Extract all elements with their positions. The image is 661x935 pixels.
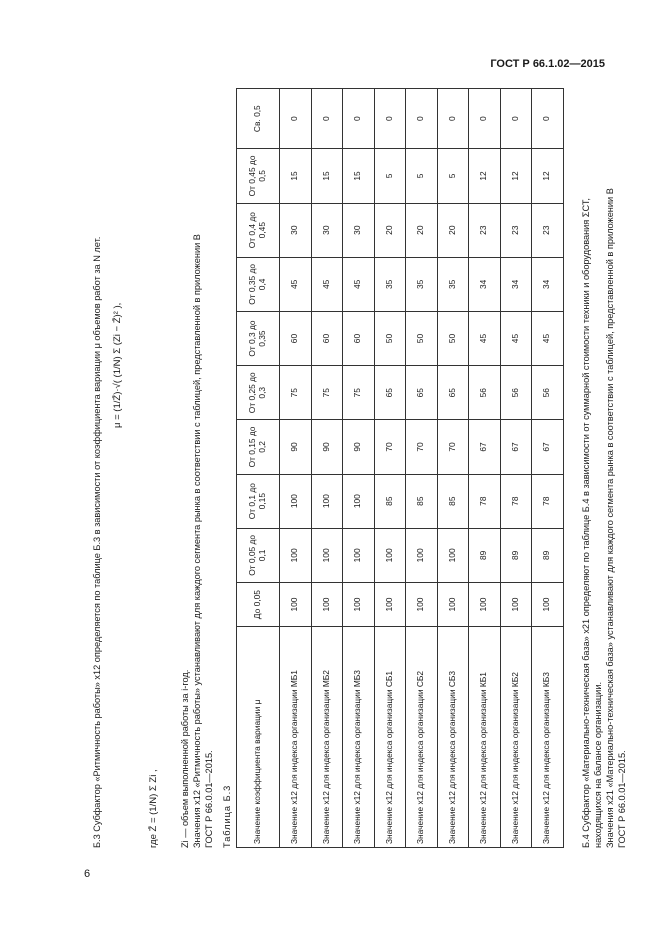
table-row xyxy=(437,89,469,848)
table-cell: 20 xyxy=(374,203,406,257)
table-cell: 0 xyxy=(437,89,469,149)
header-cell: От 0,25 до 0,3 xyxy=(237,366,280,420)
header-cell: Св. 0,5 xyxy=(237,89,280,149)
table-row xyxy=(374,89,406,848)
table-cell: 23 xyxy=(500,203,532,257)
table-cell: 70 xyxy=(406,420,438,474)
table-cell: 67 xyxy=(500,420,532,474)
row-label: Значение x12 для индекса организации СБ2 xyxy=(406,627,438,848)
zi-note: Zi — объем выполненной работы за i-год. xyxy=(180,669,190,848)
table-cell: 23 xyxy=(532,203,564,257)
b4-line-1: Б.4 Субфактор «Материально-техническая база» x21 определяют по таблице Б.4 в зависимости от суммарной стоимости техники и оборудования ΣСТ, xyxy=(581,198,591,848)
table-cell: 90 xyxy=(343,420,375,474)
table-cell: 0 xyxy=(280,89,312,149)
table-cell: 90 xyxy=(311,420,343,474)
table-cell: 100 xyxy=(437,582,469,626)
header-cell: От 0,15 до 0,2 xyxy=(237,420,280,474)
table-cell: 100 xyxy=(311,582,343,626)
table-cell: 56 xyxy=(500,366,532,420)
table-cell: 12 xyxy=(532,149,564,203)
table-cell: 89 xyxy=(469,528,501,582)
table-cell: 85 xyxy=(437,474,469,528)
table-cell: 0 xyxy=(469,89,501,149)
table-cell: 23 xyxy=(469,203,501,257)
row-label: Значение x12 для индекса организации КБ2 xyxy=(500,627,532,848)
values-note-1: Значения x12 «Ритмичность работы» устанавливают для каждого сегмента рынка в соответствии с таблицей, представленной в приложении В xyxy=(192,234,202,848)
table-cell: 34 xyxy=(500,257,532,311)
table-row xyxy=(311,89,343,848)
table-cell: 0 xyxy=(311,89,343,149)
table-cell: 65 xyxy=(437,366,469,420)
table-cell: 35 xyxy=(437,257,469,311)
header-cell: От 0,05 до 0,1 xyxy=(237,528,280,582)
table-cell: 34 xyxy=(532,257,564,311)
table-cell: 56 xyxy=(532,366,564,420)
table-cell: 50 xyxy=(374,311,406,365)
table-cell: 90 xyxy=(280,420,312,474)
table-cell: 85 xyxy=(406,474,438,528)
table-cell: 12 xyxy=(500,149,532,203)
page-number: 6 xyxy=(84,868,91,880)
b4-line-3: Значения x21 «Материально-техническая база» устанавливают для каждого сегмента рынка в соответствии с таблицей, представленной в приложении В xyxy=(605,188,615,848)
table-row xyxy=(406,89,438,848)
table-cell: 100 xyxy=(311,474,343,528)
formula-z: где Z̄ = (1/N) Σ Zi , xyxy=(148,769,159,848)
table-cell: 35 xyxy=(374,257,406,311)
table-cell: 0 xyxy=(374,89,406,149)
table-cell: 89 xyxy=(532,528,564,582)
table-cell: 0 xyxy=(500,89,532,149)
row-label: Значение x12 для индекса организации МБ1 xyxy=(280,627,312,848)
table-row xyxy=(343,89,375,848)
table-cell: 60 xyxy=(343,311,375,365)
row-label: Значение x12 для индекса организации КБ3 xyxy=(532,627,564,848)
table-cell: 78 xyxy=(500,474,532,528)
table-cell: 100 xyxy=(532,582,564,626)
table-cell: 50 xyxy=(437,311,469,365)
table-cell: 5 xyxy=(406,149,438,203)
table-cell: 70 xyxy=(437,420,469,474)
table-cell: 15 xyxy=(311,149,343,203)
intro-text: Б.3 Субфактор «Ритмичность работы» x12 определяется по таблице Б.3 в зависимости от коэффициента вариации μ объемов работ за N лет. xyxy=(92,236,102,848)
table-cell: 35 xyxy=(406,257,438,311)
table-row xyxy=(500,89,532,848)
row-label: Значение x12 для индекса организации КБ1 xyxy=(469,627,501,848)
table-cell: 100 xyxy=(469,582,501,626)
variation-table xyxy=(236,88,564,848)
table-cell: 30 xyxy=(343,203,375,257)
table-header-row xyxy=(237,89,280,848)
table-cell: 12 xyxy=(469,149,501,203)
table-cell: 0 xyxy=(406,89,438,149)
table-cell: 67 xyxy=(469,420,501,474)
header-cell: От 0,1 до 0,15 xyxy=(237,474,280,528)
row-label: Значение x12 для индекса организации МБ2 xyxy=(311,627,343,848)
table-cell: 100 xyxy=(374,582,406,626)
table-cell: 100 xyxy=(343,528,375,582)
table-cell: 78 xyxy=(469,474,501,528)
table-cell: 100 xyxy=(437,528,469,582)
table-cell: 65 xyxy=(406,366,438,420)
table-cell: 5 xyxy=(437,149,469,203)
table-caption: Таблица Б.3 xyxy=(222,784,232,848)
table-cell: 75 xyxy=(343,366,375,420)
table-cell: 100 xyxy=(280,474,312,528)
table-cell: 45 xyxy=(469,311,501,365)
table-cell: 45 xyxy=(311,257,343,311)
rotated-content xyxy=(86,88,646,848)
header-cell: От 0,45 до 0,5 xyxy=(237,149,280,203)
table-cell: 30 xyxy=(280,203,312,257)
table-cell: 0 xyxy=(343,89,375,149)
table-cell: 100 xyxy=(374,528,406,582)
table-cell: 78 xyxy=(532,474,564,528)
table-cell: 56 xyxy=(469,366,501,420)
table-cell: 60 xyxy=(280,311,312,365)
b4-line-4: ГОСТ Р 66.0.01—2015. xyxy=(617,750,627,848)
table-cell: 34 xyxy=(469,257,501,311)
table-cell: 5 xyxy=(374,149,406,203)
table-cell: 45 xyxy=(280,257,312,311)
table-cell: 75 xyxy=(280,366,312,420)
header-cell: От 0,4 до 0,45 xyxy=(237,203,280,257)
table-cell: 100 xyxy=(500,582,532,626)
table-cell: 50 xyxy=(406,311,438,365)
table-row xyxy=(280,89,312,848)
header-cell: От 0,35 до 0,4 xyxy=(237,257,280,311)
table-cell: 15 xyxy=(343,149,375,203)
table-cell: 100 xyxy=(406,582,438,626)
table-cell: 20 xyxy=(437,203,469,257)
table-cell: 30 xyxy=(311,203,343,257)
header-cell: Значение коэффициента вариации μ xyxy=(237,627,280,848)
table-cell: 100 xyxy=(280,528,312,582)
table-cell: 89 xyxy=(500,528,532,582)
values-note-2: ГОСТ Р 66.0.01—2015. xyxy=(204,750,214,848)
table-row xyxy=(469,89,501,848)
table-cell: 65 xyxy=(374,366,406,420)
header-cell: До 0,05 xyxy=(237,582,280,626)
table-cell: 100 xyxy=(343,474,375,528)
table-cell: 85 xyxy=(374,474,406,528)
table-cell: 60 xyxy=(311,311,343,365)
table-cell: 45 xyxy=(500,311,532,365)
table-cell: 100 xyxy=(406,528,438,582)
table-cell: 100 xyxy=(311,528,343,582)
table-cell: 0 xyxy=(532,89,564,149)
b4-line-2: находящихся на балансе организации. xyxy=(593,681,603,848)
table-cell: 20 xyxy=(406,203,438,257)
row-label: Значение x12 для индекса организации МБ3 xyxy=(343,627,375,848)
table-cell: 70 xyxy=(374,420,406,474)
formula-mu: μ = (1/Z̄)·√( (1/N) Σ (Zi − Z̄)² ), xyxy=(112,302,123,428)
header-cell: От 0,3 до 0,35 xyxy=(237,311,280,365)
table-cell: 45 xyxy=(343,257,375,311)
table-cell: 15 xyxy=(280,149,312,203)
row-label: Значение x12 для индекса организации СБ3 xyxy=(437,627,469,848)
table-cell: 75 xyxy=(311,366,343,420)
row-label: Значение x12 для индекса организации СБ1 xyxy=(374,627,406,848)
table-cell: 100 xyxy=(343,582,375,626)
document-header: ГОСТ Р 66.1.02—2015 xyxy=(490,58,605,70)
table-row xyxy=(532,89,564,848)
table-cell: 45 xyxy=(532,311,564,365)
table-cell: 100 xyxy=(280,582,312,626)
table-cell: 67 xyxy=(532,420,564,474)
